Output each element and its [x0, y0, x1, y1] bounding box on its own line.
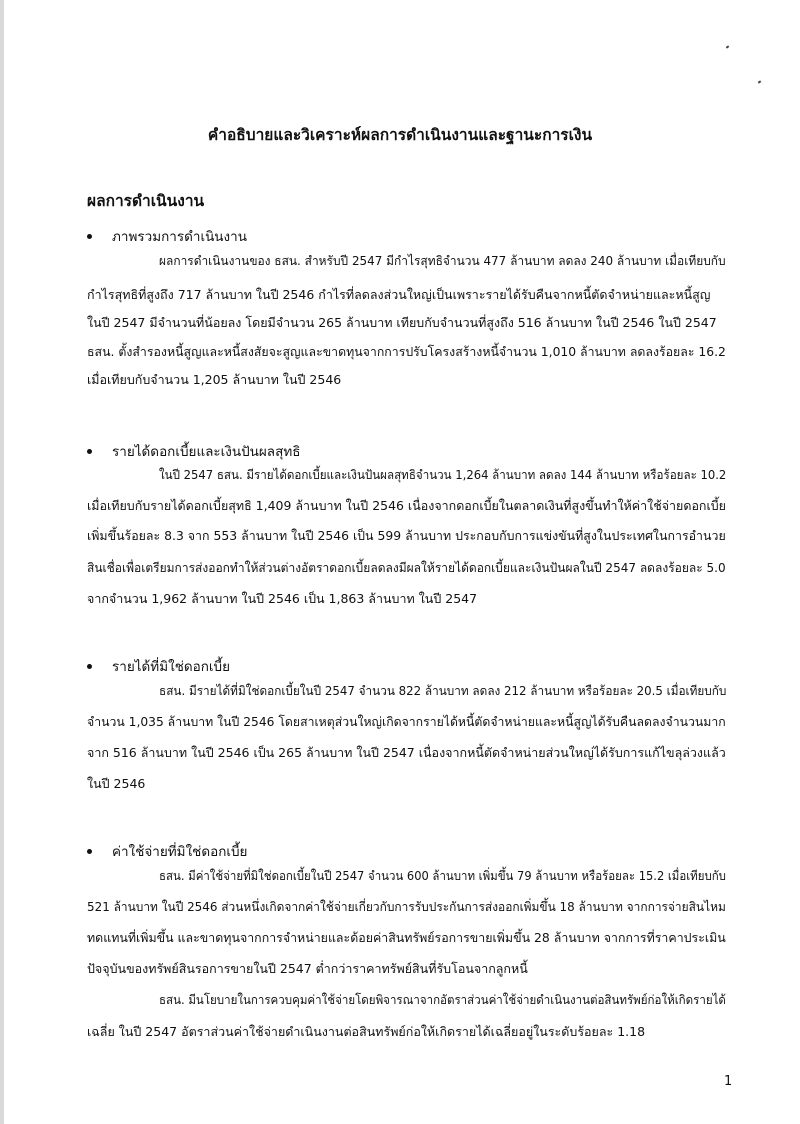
paragraph-line: ในปี 2547 มีจำนวนที่น้อยลง โดยมีจำนวน 265 ล้านบาท เทียบกับจำนวนที่สูงถึง 516 ล้านบาท ในปี 2546 ในปี 2547	[87, 315, 717, 330]
page-number: 1	[724, 1074, 733, 1089]
paragraph-line: เพิ่มขึ้นร้อยละ 8.3 จาก 553 ล้านบาท ในปี 2546 เป็น 599 ล้านบาท ประกอบกับการแข่งขันที่สูงในประเทศในการอำนวย	[87, 528, 726, 543]
bullet-heading-net-interest	[87, 440, 300, 462]
bullet-icon	[87, 849, 92, 854]
paragraph-line: ผลการดำเนินงานของ ธสน. สำหรับปี 2547 มีกำไรสุทธิจำนวน 477 ล้านบาท ลดลง 240 ล้านบาท เมื่อเทียบกับ	[159, 253, 726, 268]
paragraph-line: ธสน. มีค่าใช้จ่ายที่มิใช่ดอกเบี้ยในปี 2547 จำนวน 600 ล้านบาท เพิ่มขึ้น 79 ล้านบาท หรือร้อยละ 15.2 เมื่อเทียบกับ	[159, 868, 726, 883]
bullet-label: ภาพรวมการดำเนินงาน	[112, 229, 247, 245]
bullet-heading-non-interest-income	[87, 655, 230, 677]
paragraph-line: เฉลี่ย ในปี 2547 อัตราส่วนค่าใช้จ่ายดำเนินงานต่อสินทรัพย์ก่อให้เกิดรายได้เฉลี่ยอยู่ในระดับร้อยละ 1.18	[87, 1024, 646, 1039]
paragraph-line: ธสน. ตั้งสำรองหนี้สูญและหนี้สงสัยจะสูญและขาดทุนจากการปรับโครงสร้างหนี้จำนวน 1,010 ล้านบาท ลดลงร้อยละ 16.2	[87, 344, 726, 359]
bullet-icon	[87, 449, 92, 454]
paragraph-line: จาก 516 ล้านบาท ในปี 2546 เป็น 265 ล้านบาท ในปี 2547 เนื่องจากหนี้ตัดจำหน่ายส่วนใหญ่ได้รับการแก้ไขลุล่วงแล้ว	[87, 745, 726, 760]
paragraph-line: ในปี 2546	[87, 776, 146, 791]
paragraph-line: ปัจจุบันของทรัพย์สินรอการขายในปี 2547 ต่ำกว่าราคาทรัพย์สินที่รับโอนจากลูกหนี้	[87, 961, 528, 976]
paragraph-line: ในปี 2547 ธสน. มีรายได้ดอกเบี้ยและเงินปันผลสุทธิจำนวน 1,264 ล้านบาท ลดลง 144 ล้านบาท หรือร้อยละ 10.2	[159, 467, 727, 482]
bullet-icon	[87, 664, 92, 669]
scan-speck	[726, 45, 730, 48]
paragraph-line: ธสน. มีนโยบายในการควบคุมค่าใช้จ่ายโดยพิจารณาจากอัตราส่วนค่าใช้จ่ายดำเนินงานต่อสินทรัพย์ก่อให้เกิดรายได้	[159, 992, 726, 1007]
section-heading: ผลการดำเนินงาน	[87, 192, 205, 210]
paragraph-line: เมื่อเทียบกับจำนวน 1,205 ล้านบาท ในปี 2546	[87, 372, 342, 387]
bullet-heading-non-interest-expense	[87, 840, 247, 862]
paragraph-line: เมื่อเทียบกับรายได้ดอกเบี้ยสุทธิ 1,409 ล้านบาท ในปี 2546 เนื่องจากดอกเบี้ยในตลาดเงินที่สูงขึ้นทำให้ค่าใช้จ่ายดอกเบี้ย	[87, 498, 726, 513]
paragraph-line: กำไรสุทธิที่สูงถึง 717 ล้านบาท ในปี 2546 กำไรที่ลดลงส่วนใหญ่เป็นเพราะรายได้รับคืนจากหนี้ตัดจำหน่ายและหนี้สูญ	[87, 287, 711, 302]
bullet-label: รายได้ดอกเบี้ยและเงินปันผลสุทธิ	[112, 444, 301, 460]
bullet-label: รายได้ที่มิใช่ดอกเบี้ย	[112, 659, 230, 675]
bullet-icon	[87, 234, 92, 239]
paragraph-line: ทดแทนที่เพิ่มขึ้น และขาดทุนจากการจำหน่ายและด้อยค่าสินทรัพย์รอการขายเพิ่มขึ้น 28 ล้านบาท จากการที่ราคาประเมิน	[87, 930, 726, 945]
scan-speck	[758, 80, 762, 83]
scan-edge	[0, 0, 4, 1124]
paragraph-line: จากจำนวน 1,962 ล้านบาท ในปี 2546 เป็น 1,863 ล้านบาท ในปี 2547	[87, 591, 478, 606]
bullet-heading-overview	[87, 225, 247, 247]
paragraph-line: สินเชื่อเพื่อเตรียมการส่งออกทำให้ส่วนต่างอัตราดอกเบี้ยลดลงมีผลให้รายได้ดอกเบี้ยและเงินปันผลในปี 2547 ลดลงร้อยละ 5.0	[87, 560, 726, 575]
document-title: คำอธิบายและวิเคราะห์ผลการดำเนินงานและฐานะการเงิน	[207, 126, 593, 144]
paragraph-line: 521 ล้านบาท ในปี 2546 ส่วนหนึ่งเกิดจากค่าใช้จ่ายเกี่ยวกับการรับประกันการส่งออกเพิ่มขึ้น 18 ล้านบาท จากการจ่ายสินไหม	[87, 899, 726, 914]
bullet-label: ค่าใช้จ่ายที่มิใช่ดอกเบี้ย	[112, 844, 248, 860]
paragraph-line: ธสน. มีรายได้ที่มิใช่ดอกเบี้ยในปี 2547 จำนวน 822 ล้านบาท ลดลง 212 ล้านบาท หรือร้อยละ 20.5 เมื่อเทียบกับ	[159, 683, 727, 698]
paragraph-line: จำนวน 1,035 ล้านบาท ในปี 2546 โดยสาเหตุส่วนใหญ่เกิดจากรายได้หนี้ตัดจำหน่ายและหนี้สูญได้รับคืนลดลงจำนวนมาก	[87, 714, 726, 729]
